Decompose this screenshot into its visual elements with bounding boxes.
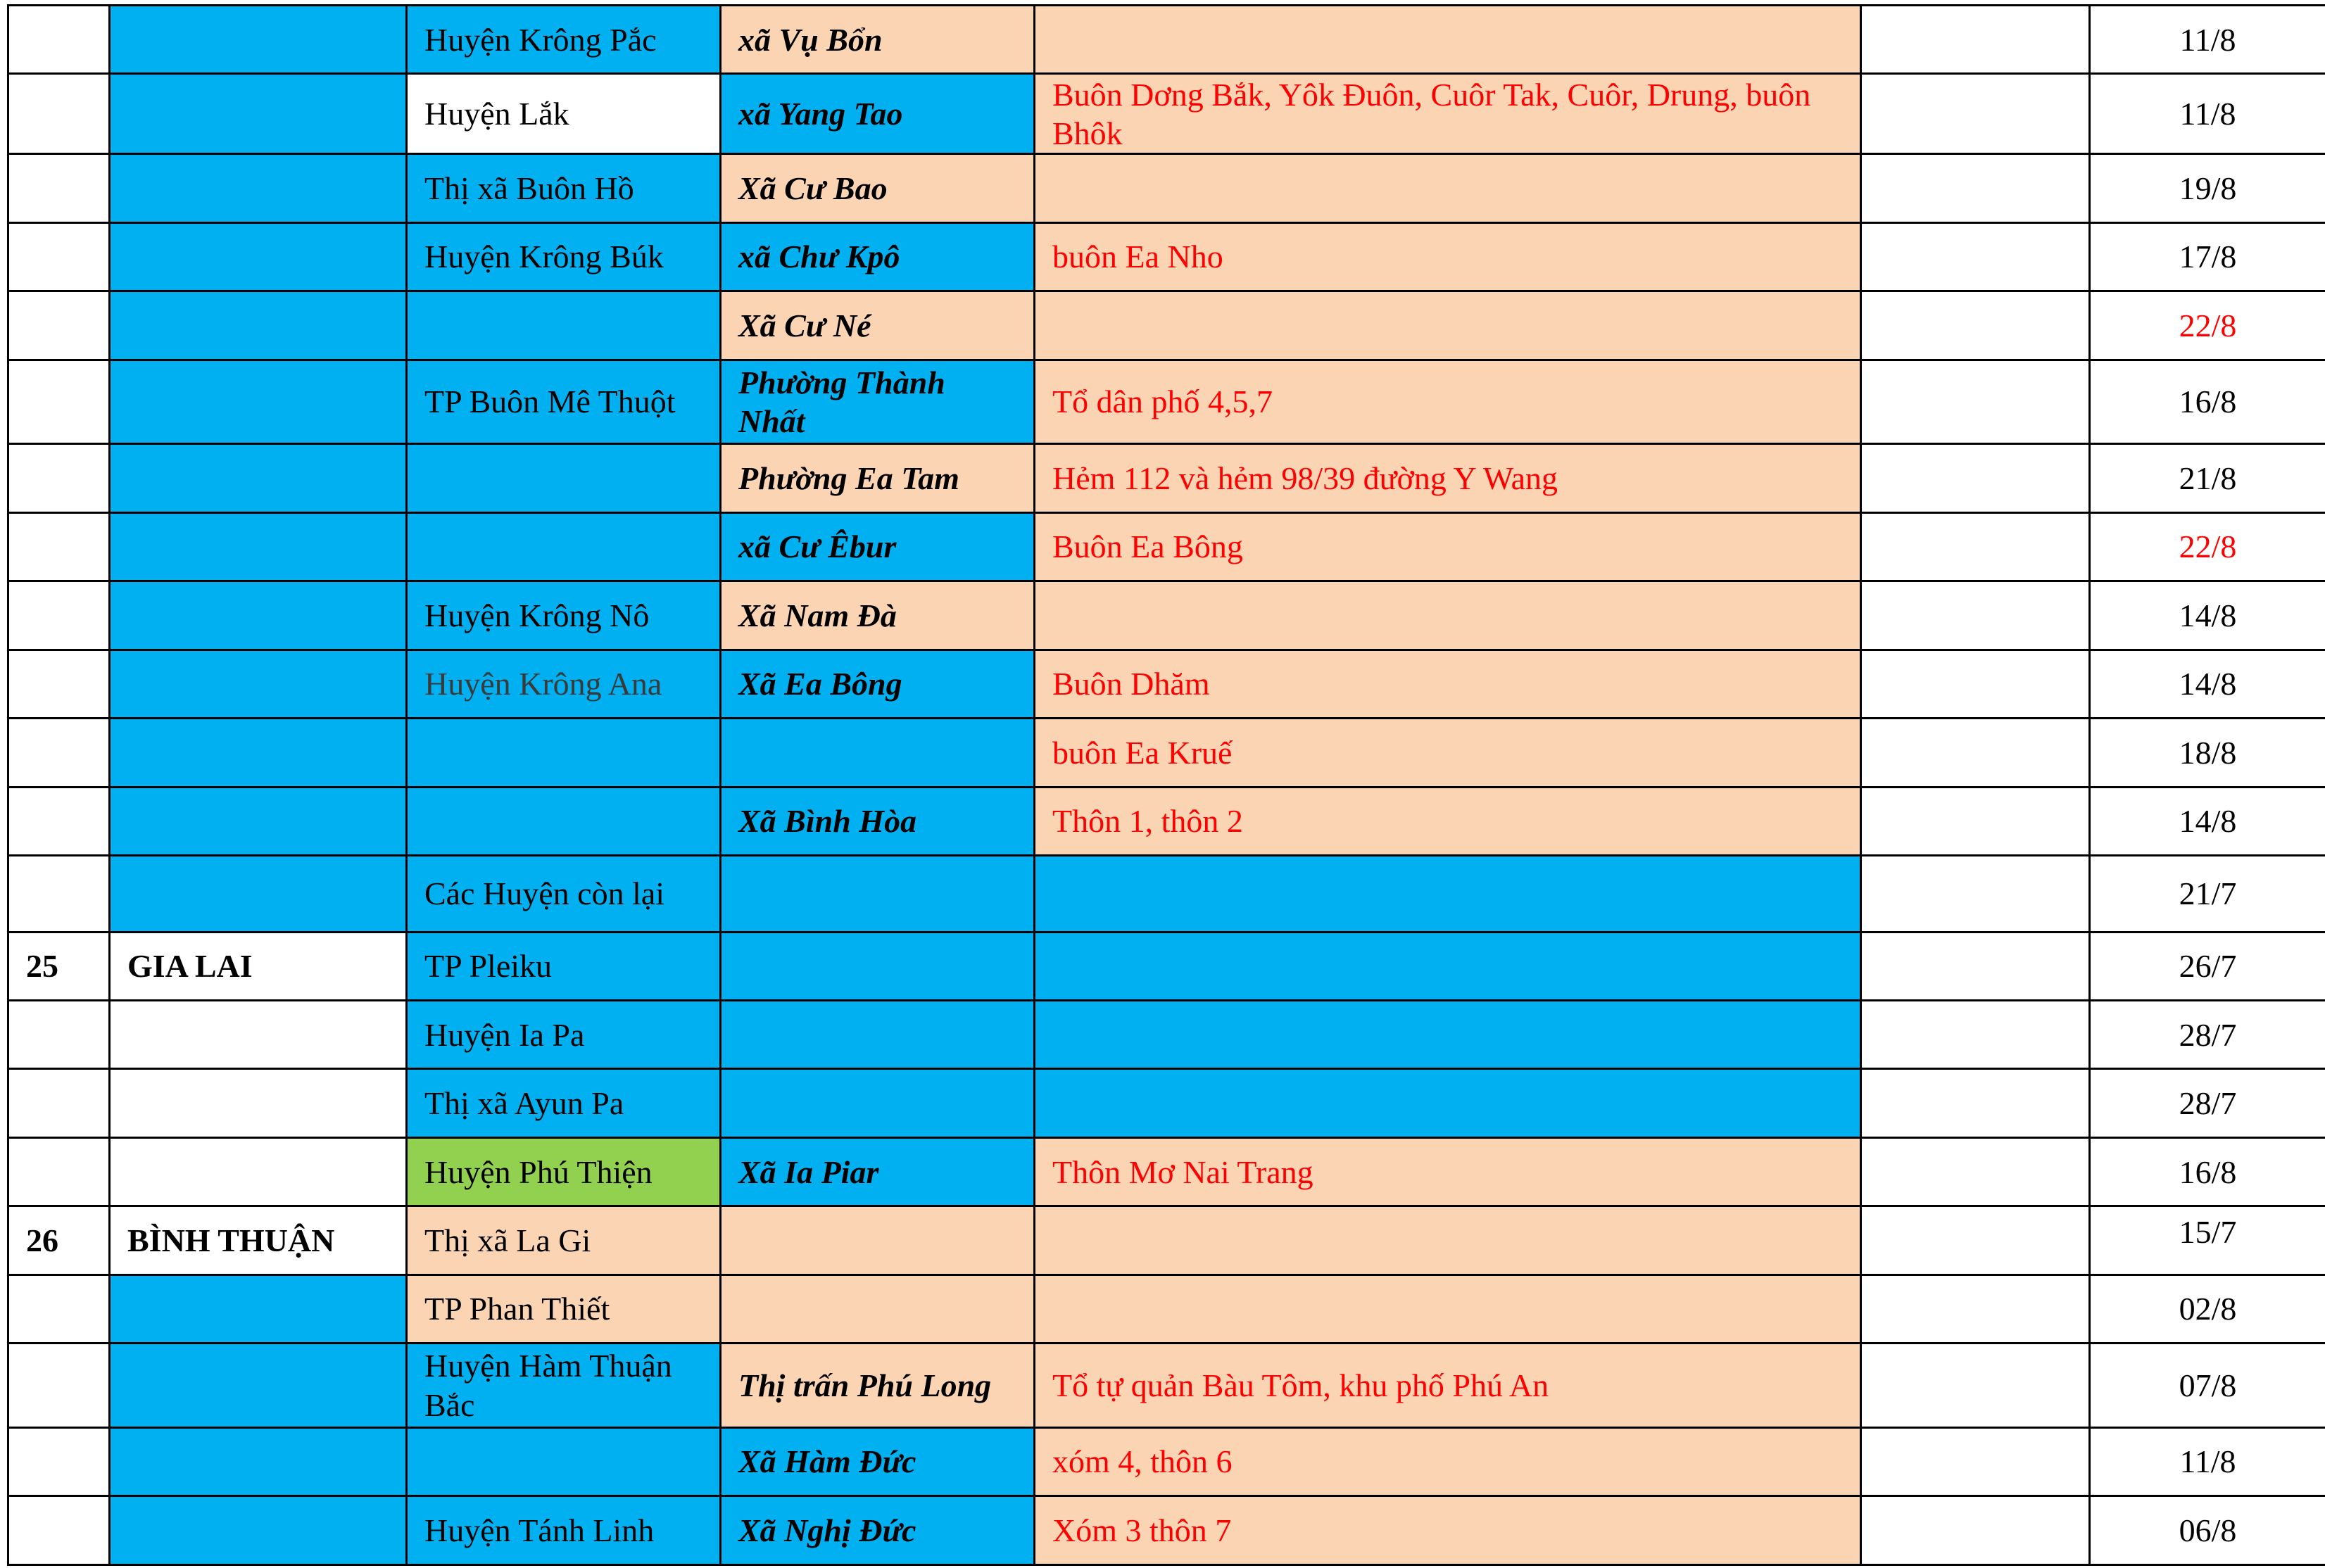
district-cell <box>407 787 721 855</box>
province-cell <box>110 154 407 222</box>
province-cell <box>110 360 407 444</box>
district-cell: Huyện Ia Pa <box>407 1000 721 1068</box>
date-cell: 14/8 <box>2090 787 2325 855</box>
note-cell <box>1861 154 2090 222</box>
district-cell: Các Huyện còn lại <box>407 856 721 932</box>
district-cell: Huyện Phú Thiện <box>407 1137 721 1206</box>
note-cell <box>1861 1275 2090 1343</box>
detail-cell: Tổ tự quản Bàu Tôm, khu phố Phú An <box>1035 1343 1861 1428</box>
date-cell: 11/8 <box>2090 74 2325 154</box>
detail-cell <box>1035 154 1861 222</box>
district-cell: Thị xã Buôn Hồ <box>407 154 721 222</box>
date-cell: 21/8 <box>2090 444 2325 512</box>
note-cell <box>1861 1206 2090 1275</box>
table-row <box>8 512 2325 581</box>
table-row <box>8 1206 2325 1275</box>
stt-cell <box>8 291 110 360</box>
commune-cell: Xã Bình Hòa <box>721 787 1035 855</box>
province-cell <box>110 719 407 787</box>
table-row <box>8 291 2325 360</box>
district-cell: Huyện Lắk <box>407 74 721 154</box>
province-cell: GIA LAI <box>110 932 407 1000</box>
note-cell <box>1861 291 2090 360</box>
province-cell <box>110 291 407 360</box>
table-row <box>8 719 2325 787</box>
note-cell <box>1861 1496 2090 1565</box>
date-cell: 14/8 <box>2090 581 2325 650</box>
province-cell <box>110 444 407 512</box>
detail-cell <box>1035 856 1861 932</box>
district-cell: Huyện Hàm Thuận Bắc <box>407 1343 721 1428</box>
table-row <box>8 1137 2325 1206</box>
table-row <box>8 74 2325 154</box>
date-cell: 16/8 <box>2090 1137 2325 1206</box>
detail-cell: Thôn Mơ Nai Trang <box>1035 1137 1861 1206</box>
note-cell <box>1861 444 2090 512</box>
detail-cell: xóm 4, thôn 6 <box>1035 1427 1861 1496</box>
commune-cell: xã Yang Tao <box>721 74 1035 154</box>
stt-cell <box>8 719 110 787</box>
table-row <box>8 222 2325 291</box>
date-cell: 28/7 <box>2090 1069 2325 1137</box>
province-cell <box>110 1275 407 1343</box>
detail-cell: Thôn 1, thôn 2 <box>1035 787 1861 855</box>
province-cell <box>110 74 407 154</box>
stt-cell <box>8 512 110 581</box>
table-row <box>8 856 2325 932</box>
province-cell <box>110 1137 407 1206</box>
table-row <box>8 154 2325 222</box>
table-row <box>8 6 2325 74</box>
detail-cell: Buôn Dơng Bắk, Yôk Đuôn, Cuôr Tak, Cuôr, Drung, buôn Bhôk <box>1035 74 1861 154</box>
province-cell <box>110 581 407 650</box>
commune-cell <box>721 856 1035 932</box>
stt-cell <box>8 222 110 291</box>
district-cell: Huyện Krông Ana <box>407 650 721 718</box>
stt-cell <box>8 1427 110 1496</box>
date-cell: 26/7 <box>2090 932 2325 1000</box>
district-cell <box>407 1427 721 1496</box>
commune-cell: Xã Cư Né <box>721 291 1035 360</box>
detail-cell: buôn Ea Kruế <box>1035 719 1861 787</box>
table-row <box>8 1069 2325 1137</box>
stt-cell <box>8 650 110 718</box>
date-cell: 06/8 <box>2090 1496 2325 1565</box>
detail-cell: Xóm 3 thôn 7 <box>1035 1496 1861 1565</box>
province-cell <box>110 1343 407 1428</box>
stt-cell <box>8 6 110 74</box>
date-cell: 19/8 <box>2090 154 2325 222</box>
stt-cell <box>8 360 110 444</box>
note-cell <box>1861 856 2090 932</box>
date-cell: 07/8 <box>2090 1343 2325 1428</box>
province-cell <box>110 856 407 932</box>
zone-table <box>7 4 2325 1566</box>
table-row <box>8 1496 2325 1565</box>
note-cell <box>1861 512 2090 581</box>
detail-cell <box>1035 1000 1861 1068</box>
district-cell: Thị xã La Gi <box>407 1206 721 1275</box>
district-cell <box>407 512 721 581</box>
stt-cell <box>8 154 110 222</box>
commune-cell: xã Cư Êbur <box>721 512 1035 581</box>
note-cell <box>1861 719 2090 787</box>
note-cell <box>1861 932 2090 1000</box>
date-cell: 17/8 <box>2090 222 2325 291</box>
note-cell <box>1861 1000 2090 1068</box>
province-cell <box>110 1000 407 1068</box>
date-cell: 14/8 <box>2090 650 2325 718</box>
table-row <box>8 360 2325 444</box>
stt-cell: 25 <box>8 932 110 1000</box>
commune-cell <box>721 1275 1035 1343</box>
detail-cell <box>1035 291 1861 360</box>
commune-cell: Xã Nghị Đức <box>721 1496 1035 1565</box>
province-cell <box>110 650 407 718</box>
stt-cell <box>8 1069 110 1137</box>
commune-cell <box>721 1000 1035 1068</box>
date-cell: 15/7 <box>2090 1206 2325 1275</box>
detail-cell <box>1035 581 1861 650</box>
stt-cell <box>8 787 110 855</box>
date-cell: 21/7 <box>2090 856 2325 932</box>
commune-cell: Thị trấn Phú Long <box>721 1343 1035 1428</box>
detail-cell <box>1035 1069 1861 1137</box>
table-row <box>8 787 2325 855</box>
commune-cell: Xã Nam Đà <box>721 581 1035 650</box>
province-cell <box>110 1069 407 1137</box>
commune-cell <box>721 719 1035 787</box>
stt-cell <box>8 1137 110 1206</box>
note-cell <box>1861 650 2090 718</box>
date-cell: 16/8 <box>2090 360 2325 444</box>
province-cell <box>110 512 407 581</box>
stt-cell <box>8 1343 110 1428</box>
district-cell <box>407 291 721 360</box>
province-cell: BÌNH THUẬN <box>110 1206 407 1275</box>
province-cell <box>110 6 407 74</box>
commune-cell: Phường Thành Nhất <box>721 360 1035 444</box>
province-cell <box>110 222 407 291</box>
commune-cell <box>721 1069 1035 1137</box>
note-cell <box>1861 1069 2090 1137</box>
stt-cell <box>8 1496 110 1565</box>
note-cell <box>1861 1343 2090 1428</box>
detail-cell <box>1035 6 1861 74</box>
table-row <box>8 1427 2325 1496</box>
commune-cell: Xã Ea Bông <box>721 650 1035 718</box>
district-cell <box>407 444 721 512</box>
note-cell <box>1861 74 2090 154</box>
table-row <box>8 581 2325 650</box>
district-cell: TP Pleiku <box>407 932 721 1000</box>
note-cell <box>1861 222 2090 291</box>
district-cell: TP Buôn Mê Thuột <box>407 360 721 444</box>
stt-cell <box>8 444 110 512</box>
date-cell: 22/8 <box>2090 512 2325 581</box>
date-cell: 02/8 <box>2090 1275 2325 1343</box>
note-cell <box>1861 787 2090 855</box>
detail-cell <box>1035 932 1861 1000</box>
detail-cell <box>1035 1206 1861 1275</box>
commune-cell: Phường Ea Tam <box>721 444 1035 512</box>
stt-cell: 26 <box>8 1206 110 1275</box>
commune-cell: xã Vụ Bổn <box>721 6 1035 74</box>
commune-cell: Xã Ia Piar <box>721 1137 1035 1206</box>
commune-cell: xã Chư Kpô <box>721 222 1035 291</box>
table-row <box>8 1275 2325 1343</box>
table-row <box>8 650 2325 718</box>
district-cell: Thị xã Ayun Pa <box>407 1069 721 1137</box>
stt-cell <box>8 856 110 932</box>
commune-cell: Xã Hàm Đức <box>721 1427 1035 1496</box>
district-cell: Huyện Krông Nô <box>407 581 721 650</box>
province-cell <box>110 1427 407 1496</box>
district-cell: TP Phan Thiết <box>407 1275 721 1343</box>
date-cell: 28/7 <box>2090 1000 2325 1068</box>
province-cell <box>110 1496 407 1565</box>
commune-cell <box>721 1206 1035 1275</box>
detail-cell: Tổ dân phố 4,5,7 <box>1035 360 1861 444</box>
detail-cell: Buôn Ea Bông <box>1035 512 1861 581</box>
table-row <box>8 1343 2325 1428</box>
note-cell <box>1861 6 2090 74</box>
district-cell: Huyện Krông Pắc <box>407 6 721 74</box>
detail-cell: Buôn Dhăm <box>1035 650 1861 718</box>
stt-cell <box>8 74 110 154</box>
province-cell <box>110 787 407 855</box>
detail-cell: buôn Ea Nho <box>1035 222 1861 291</box>
note-cell <box>1861 1427 2090 1496</box>
note-cell <box>1861 360 2090 444</box>
stt-cell <box>8 581 110 650</box>
district-cell: Huyện Tánh Linh <box>407 1496 721 1565</box>
date-cell: 22/8 <box>2090 291 2325 360</box>
commune-cell: Xã Cư Bao <box>721 154 1035 222</box>
note-cell <box>1861 1137 2090 1206</box>
date-cell: 18/8 <box>2090 719 2325 787</box>
date-cell: 11/8 <box>2090 1427 2325 1496</box>
detail-cell <box>1035 1275 1861 1343</box>
note-cell <box>1861 581 2090 650</box>
table-row <box>8 932 2325 1000</box>
date-cell: 11/8 <box>2090 6 2325 74</box>
table-row <box>8 444 2325 512</box>
district-cell <box>407 719 721 787</box>
commune-cell <box>721 932 1035 1000</box>
district-cell: Huyện Krông Búk <box>407 222 721 291</box>
table-row <box>8 1000 2325 1068</box>
detail-cell: Hẻm 112 và hẻm 98/39 đường Y Wang <box>1035 444 1861 512</box>
stt-cell <box>8 1000 110 1068</box>
stt-cell <box>8 1275 110 1343</box>
